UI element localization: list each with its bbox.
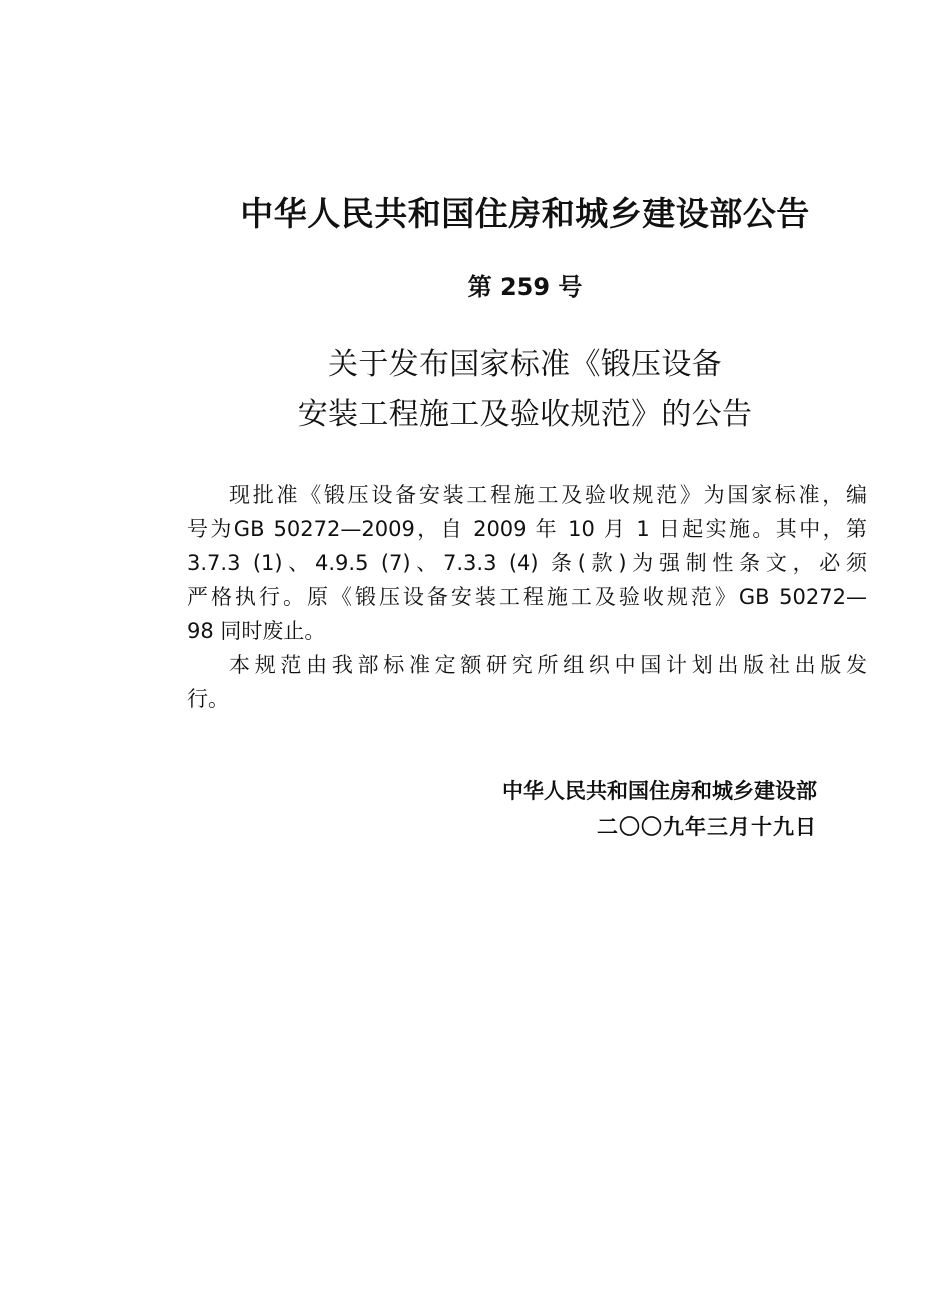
signature-block — [502, 773, 817, 845]
paragraph-1-line: 严格执行。原《锻压设备安装工程施工及验收规范》GB 50272— — [187, 585, 867, 609]
paragraph-1-line: 98 同时废止。 — [187, 619, 326, 643]
body-text — [187, 478, 867, 716]
signature-organization: 中华人民共和国住房和城乡建设部 — [502, 779, 817, 803]
paragraph-2 — [187, 648, 867, 716]
paragraph-1-line: 3.7.3 (1)、4.9.5 (7)、7.3.3 (4) 条(款)为强制性条文，必须 — [187, 551, 867, 575]
issuer-title: 中华人民共和国住房和城乡建设部公告 — [240, 194, 810, 233]
paragraph-2-line: 行。 — [187, 687, 229, 711]
bulletin-number: 第 259 号 — [467, 273, 583, 301]
paragraph-1-line: 号为GB 50272—2009，自 2009 年 10 月 1 日起实施。其中，第 — [187, 517, 867, 541]
headline-line-1: 关于发布国家标准《锻压设备 — [328, 347, 722, 382]
signature-date: 二〇〇九年三月十九日 — [597, 815, 817, 839]
headline-line-2: 安装工程施工及验收规范》的公告 — [297, 397, 753, 432]
paragraph-1 — [187, 478, 867, 648]
paragraph-2-line: 本规范由我部标准定额研究所组织中国计划出版社出版发 — [229, 653, 867, 677]
paragraph-1-line: 现批准《锻压设备安装工程施工及验收规范》为国家标准，编 — [229, 483, 867, 507]
